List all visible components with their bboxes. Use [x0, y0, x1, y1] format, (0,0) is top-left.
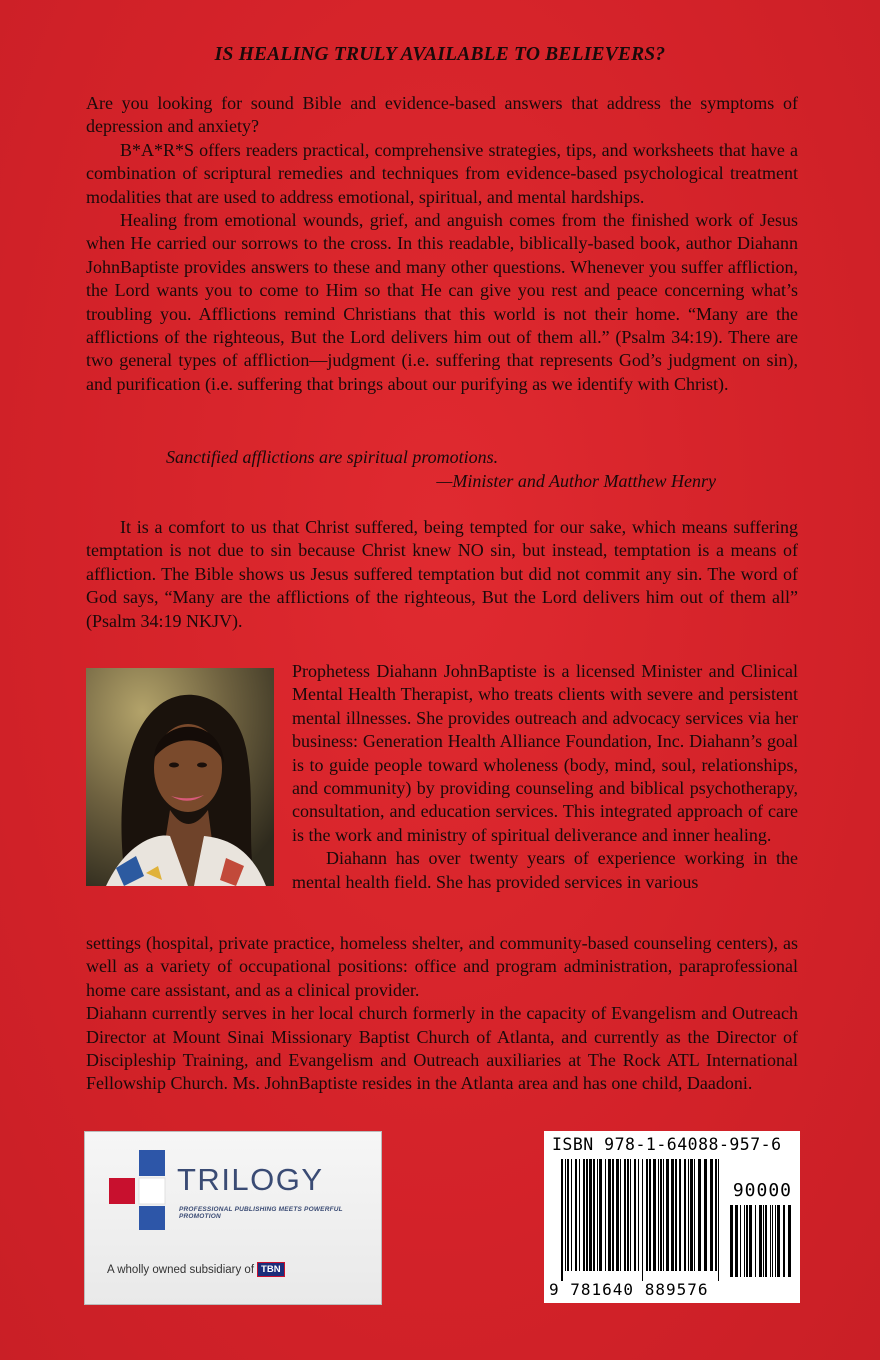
bio-paragraph-1: Prophetess Diahann JohnBaptiste is a licensed Minister and Clinical Mental Health Therapist, who treats clients with severe and persistent mental illnesses. She provides outreach and advocacy services via her business: Generation Health Alliance Foundation, Inc. Diahann’s goal is to guide people toward wholeness (body, mind, soul, relationships, and community) by providing counseling and biblical psychotherapy, consultation, and education services. This integrated approach of care is the work and ministry of spiritual deliverance and inner healing.	[292, 661, 798, 845]
isbn-label: ISBN 978-1-64088-957-6	[552, 1135, 782, 1154]
author-photo	[86, 668, 274, 886]
comfort-paragraph: It is a comfort to us that Christ suffered, being tempted for our sake, which means suffering temptation is not due to sin because Christ knew NO sin, but instead, temptation is a means of affliction. The Bible shows us Jesus suffered temptation but did not commit any sin. The word of God says, “Many are the afflictions of the righteous, But the Lord delivers him out of them all” (Psalm 34:19 NKJV).	[86, 517, 798, 631]
comfort-section	[86, 516, 798, 633]
subsidiary-text: A wholly owned subsidiary of	[107, 1264, 255, 1276]
barcode-bars	[561, 1159, 721, 1281]
publisher-subsidiary-line	[107, 1262, 285, 1277]
pull-quote	[166, 445, 726, 493]
bio-paragraph-2a: Diahann has over twenty years of experience working in the mental health field. She has provided services in various	[292, 848, 798, 892]
author-bio-rest	[86, 932, 798, 1096]
bio-paragraph-2b: settings (hospital, private practice, homeless shelter, and community-based counseling centers), as well as a variety of occupational positions: office and program administration, paraprofessional home care assistant, and as a clinical provider.	[86, 933, 798, 1000]
tbn-logo: TBN	[257, 1262, 285, 1277]
intro-paragraph-3: Healing from emotional wounds, grief, and anguish comes from the finished work of Jesus when He carried our sorrows to the cross. In this readable, biblically-based book, author Diahann JohnBaptiste provides answers to these and many other questions. Whenever you suffer affliction, the Lord wants you to come to Him so that He can give you rest and peace concerning what’s troubling you. Afflictions remind Christians that this world is not their home. “Many are the afflictions of the righteous, But the Lord delivers him out of them all.” (Psalm 34:19). There are two general types of affliction—judgment (i.e. suffering that represents God’s judgment on sin), and purification (i.e. suffering that brings about our purifying as we identify with Christ).	[86, 210, 798, 394]
intro-paragraph-2: B*A*R*S offers readers practical, comprehensive strategies, tips, and worksheets that have a combination of scriptural remedies and techniques from evidence-based psychological treatment modalities that are used to address emotional, spiritual, and mental hardships.	[86, 139, 798, 207]
author-bio-side	[292, 660, 798, 894]
price-barcode-bars	[730, 1205, 792, 1277]
intro-paragraph-1: Are you looking for sound Bible and evidence-based answers that address the symptoms of depression and anxiety?	[86, 93, 798, 137]
publisher-logo	[84, 1131, 382, 1305]
author-portrait-image	[86, 668, 274, 886]
intro-section	[86, 92, 798, 396]
quote-attribution: —Minister and Author Matthew Henry	[436, 471, 716, 491]
quote-text: Sanctified afflictions are spiritual promotions.	[166, 447, 499, 467]
publisher-tagline: PROFESSIONAL PUBLISHING MEETS POWERFUL PROMOTION	[179, 1206, 343, 1220]
price-code: 90000	[732, 1180, 792, 1201]
publisher-name: TRILOGY	[177, 1162, 324, 1197]
barcode-number: 9 781640 889576	[549, 1280, 709, 1299]
headline: IS HEALING TRULY AVAILABLE TO BELIEVERS?	[214, 44, 666, 65]
bio-paragraph-3: Diahann currently serves in her local church formerly in the capacity of Evangelism and Outreach Director at Mount Sinai Missionary Baptist Church of Atlanta, and currently as the Director of Discipleship Training, and Evangelism and Outreach auxiliaries at The Rock ATL International Fellowship Church. Ms. JohnBaptiste resides in the Atlanta area and has one child, Daadoni.	[86, 1003, 798, 1094]
isbn-barcode	[544, 1131, 800, 1303]
trilogy-cross-icon	[107, 1148, 167, 1232]
